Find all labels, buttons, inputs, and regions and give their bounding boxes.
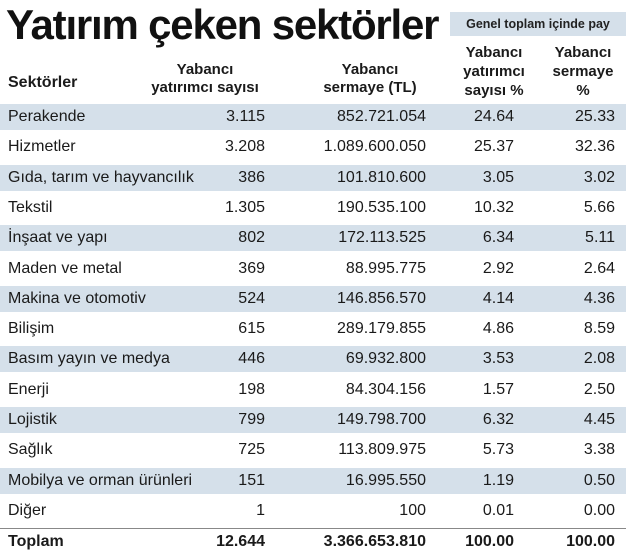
investor-count: 1.305: [224, 198, 265, 216]
sector-name: Gıda, tarım ve hayvancılık: [8, 168, 194, 186]
investor-count-pct: 10.32: [473, 198, 514, 216]
sector-name: Diğer: [8, 501, 47, 519]
header-investor-count-pct: [450, 43, 538, 100]
investor-count: 725: [238, 441, 265, 459]
capital-amount: 149.798.700: [337, 411, 426, 428]
capital-pct: 8.59: [583, 320, 615, 338]
investor-count-pct: 6.34: [482, 229, 514, 247]
header-capital-pct-line3: %: [576, 82, 590, 99]
table-row: [0, 407, 626, 433]
header-investor-count-pct-line3: sayısı %: [464, 82, 524, 99]
header-capital-pct-line2: sermaye: [552, 63, 614, 80]
investor-count: 369: [238, 259, 265, 277]
sector-name: Mobilya ve orman ürünleri: [8, 471, 193, 489]
capital-amount: 852.721.054: [337, 108, 426, 125]
sector-name: Perakende: [8, 108, 86, 125]
table-row: [0, 498, 626, 524]
table-row: [0, 286, 626, 312]
table-row: [0, 104, 626, 130]
capital-amount: 101.810.600: [337, 168, 426, 186]
sector-name: Enerji: [8, 380, 49, 398]
total-investor-count: 12.644: [216, 533, 265, 551]
capital-pct: 4.36: [583, 289, 615, 307]
sector-name: Basım yayın ve medya: [8, 350, 170, 368]
capital-pct: 3.02: [583, 168, 615, 186]
investor-count-pct: 6.32: [482, 411, 514, 428]
header-investor-count-line1: Yabancı: [176, 61, 234, 78]
header-capital-pct: [540, 43, 626, 100]
table-row: [0, 165, 626, 191]
capital-pct: 0.50: [583, 471, 615, 489]
capital-pct: 2.08: [583, 350, 615, 368]
sector-name: Sağlık: [8, 441, 53, 459]
capital-amount: 172.113.525: [338, 229, 426, 247]
chart-title: Yatırım çeken sektörler: [6, 1, 439, 48]
investor-count-pct: 25.37: [473, 138, 514, 156]
header-capital-line1: Yabancı: [341, 61, 399, 78]
investor-count-pct: 0.01: [482, 501, 514, 519]
sector-name: Lojistik: [8, 411, 57, 428]
header-capital: [300, 61, 440, 97]
total-row: [0, 528, 626, 555]
investor-count: 3.115: [226, 108, 265, 125]
total-sector-name: Toplam: [8, 533, 64, 551]
table-row: [0, 195, 626, 221]
investor-count: 386: [238, 168, 265, 186]
table-row: [0, 346, 626, 372]
investor-count-pct: 4.14: [482, 289, 514, 307]
investor-count: 446: [238, 350, 265, 368]
capital-pct: 0.00: [583, 501, 615, 519]
header-sector: Sektörler: [8, 74, 78, 91]
sector-name: Hizmetler: [8, 138, 76, 156]
sector-name: Maden ve metal: [8, 259, 122, 277]
group-header: Genel toplam içinde pay: [450, 12, 626, 36]
header-capital-pct-line1: Yabancı: [554, 44, 612, 61]
total-capital-amount: 3.366.653.810: [323, 533, 426, 551]
header-investor-count-pct-line2: yatırımcı: [463, 63, 525, 80]
capital-pct: 2.50: [583, 380, 615, 398]
table-row: [0, 225, 626, 251]
capital-amount: 289.179.855: [337, 320, 426, 338]
investor-count: 151: [238, 471, 265, 489]
investor-count: 524: [238, 289, 265, 307]
investor-count-pct: 5.73: [482, 441, 514, 459]
capital-amount: 190.535.100: [337, 198, 426, 216]
investor-count: 1: [256, 501, 265, 519]
capital-amount: 16.995.550: [345, 471, 426, 489]
capital-pct: 25.33: [574, 108, 615, 125]
investor-count-pct: 1.57: [482, 380, 514, 398]
table-row: [0, 468, 626, 494]
investor-count-pct: 4.86: [482, 320, 514, 338]
capital-pct: 2.64: [583, 259, 615, 277]
header-investor-count-pct-line1: Yabancı: [465, 44, 523, 61]
investor-count-pct: 24.64: [473, 108, 514, 125]
investor-count: 3.208: [224, 138, 265, 156]
capital-amount: 113.809.975: [338, 441, 426, 459]
investor-count-pct: 3.53: [482, 350, 514, 368]
header-investor-count-line2: yatırımcı sayısı: [151, 79, 259, 96]
sector-name: Makina ve otomotiv: [8, 289, 146, 307]
investor-count-pct: 3.05: [482, 168, 514, 186]
total-investor-count-pct: 100.00: [465, 533, 514, 551]
table-row: [0, 134, 626, 160]
header-investor-count: [140, 61, 270, 97]
investor-count-pct: 1.19: [482, 471, 514, 489]
capital-pct: 4.45: [583, 411, 615, 428]
investor-count: 198: [238, 380, 265, 398]
table-row: [0, 377, 626, 403]
table-row: [0, 437, 626, 463]
capital-amount: 1.089.600.050: [323, 138, 426, 156]
sector-name: Tekstil: [8, 198, 53, 216]
total-capital-pct: 100.00: [566, 533, 615, 551]
investor-count: 802: [238, 229, 265, 247]
capital-amount: 84.304.156: [345, 380, 426, 398]
investor-count: 799: [238, 411, 265, 428]
capital-pct: 32.36: [574, 138, 615, 156]
capital-pct: 3.38: [583, 441, 615, 459]
sector-name: İnşaat ve yapı: [8, 229, 108, 247]
sector-name: Bilişim: [8, 320, 55, 338]
capital-pct: 5.66: [583, 198, 615, 216]
table-row: [0, 256, 626, 282]
investor-count: 615: [238, 320, 265, 338]
capital-pct: 5.11: [585, 229, 615, 247]
capital-amount: 69.932.800: [345, 350, 426, 368]
table-row: [0, 316, 626, 342]
capital-amount: 88.995.775: [345, 259, 426, 277]
header-capital-line2: sermaye (TL): [323, 79, 417, 96]
investor-count-pct: 2.92: [482, 259, 514, 277]
capital-amount: 100: [399, 501, 426, 519]
capital-amount: 146.856.570: [337, 289, 426, 307]
